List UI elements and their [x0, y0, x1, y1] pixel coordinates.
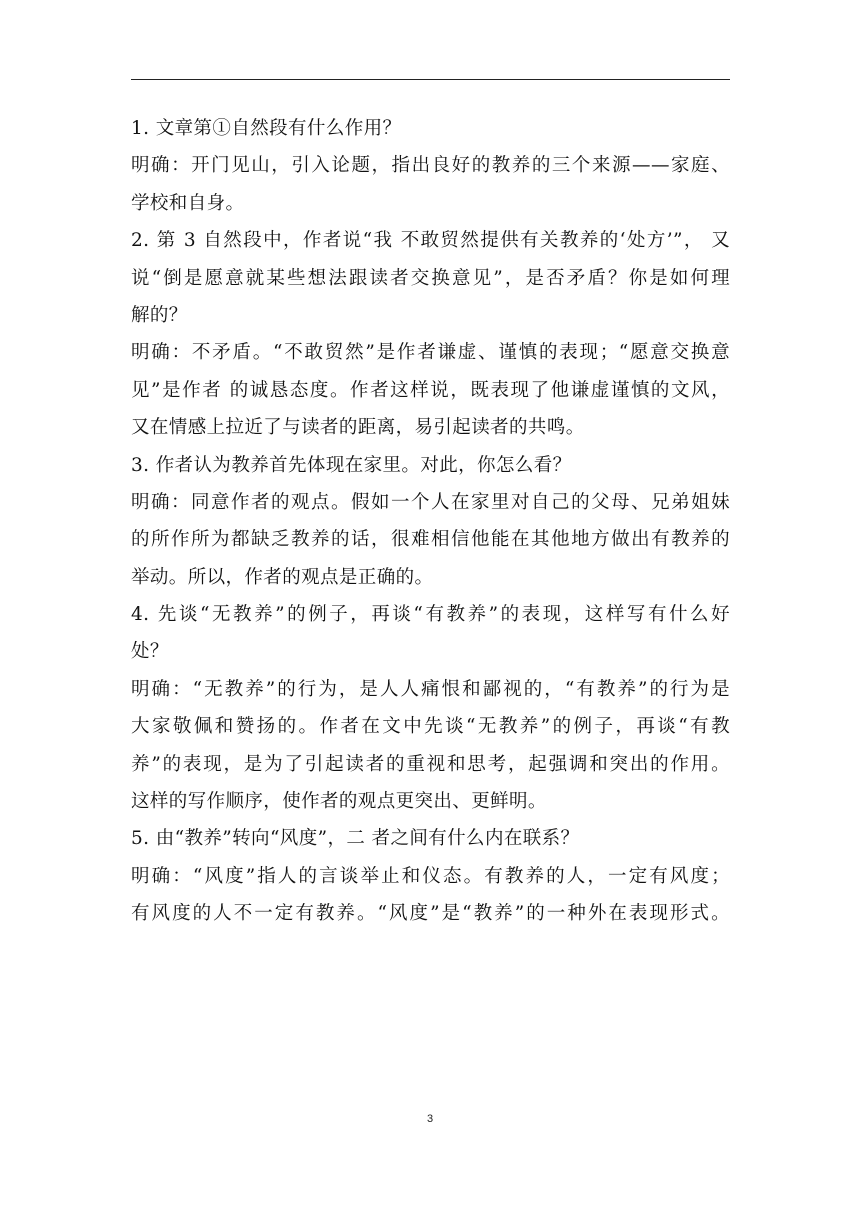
text-line: 说“倒是愿意就某些想法跟读者交换意见”，是否矛盾？你是如何理 — [131, 267, 730, 289]
text-line: 见”是作者 的诚恳态度。作者这样说，既表现了他谦虚谨慎的文风， — [131, 379, 730, 401]
text-line: 5. 由“教养”转向“风度”，二 者之间有什么内在联系？ — [131, 828, 580, 850]
text-line: 处？ — [131, 641, 169, 663]
text-line: 举动。所以，作者的观点是正确的。 — [131, 566, 434, 588]
document-body — [131, 110, 730, 933]
text-line: 这样的写作顺序，使作者的观点更突出、更鲜明。 — [131, 791, 547, 813]
text-line: 1. 文章第①自然段有什么作用？ — [131, 118, 402, 139]
text-line: 明确：同意作者的观点。假如一个人在家里对自己的父母、兄弟姐妹 — [131, 491, 730, 513]
text-line: 3. 作者认为教养首先体现在家里。对此，你怎么看？ — [131, 454, 572, 476]
text-line: 大家敬佩和赞扬的。作者在文中先谈“无教养”的例子，再谈“有教 — [131, 716, 730, 738]
text-line: 明确：不矛盾。“不敢贸然”是作者谦虚、谨慎的表现；“愿意交换意 — [131, 342, 730, 364]
text-line: 明确：开门见山，引入论题，指出良好的教养的三个来源——家庭、 — [131, 155, 730, 177]
text-line: 明确：“无教养”的行为，是人人痛恨和鄙视的，“有教养”的行为是 — [131, 678, 730, 700]
text-line: 有风度的人不一定有教养。“风度”是“教养”的一种外在表现形式。 — [131, 903, 730, 925]
text-line: 养”的表现，是为了引起读者的重视和思考，起强调和突出的作用。 — [131, 753, 730, 775]
header-rule — [131, 79, 730, 80]
text-line: 解的？ — [131, 304, 188, 326]
text-line: 2. 第 3 自然段中，作者说“我 不敢贸然提供有关教养的‘处方’”， 又 — [131, 230, 730, 252]
text-line: 4. 先谈“无教养”的例子，再谈“有教养”的表现，这样写有什么好 — [131, 604, 730, 626]
page-number: 3 — [426, 1113, 434, 1125]
text-line: 明确：“风度”指人的言谈举止和仪态。有教养的人，一定有风度； — [131, 865, 730, 887]
text-line: 又在情感上拉近了与读者的距离，易引起读者的共鸣。 — [131, 417, 585, 439]
text-line: 的所作所为都缺乏教养的话，很难相信他能在其他地方做出有教养的 — [131, 529, 730, 551]
text-line: 学校和自身。 — [131, 192, 245, 214]
